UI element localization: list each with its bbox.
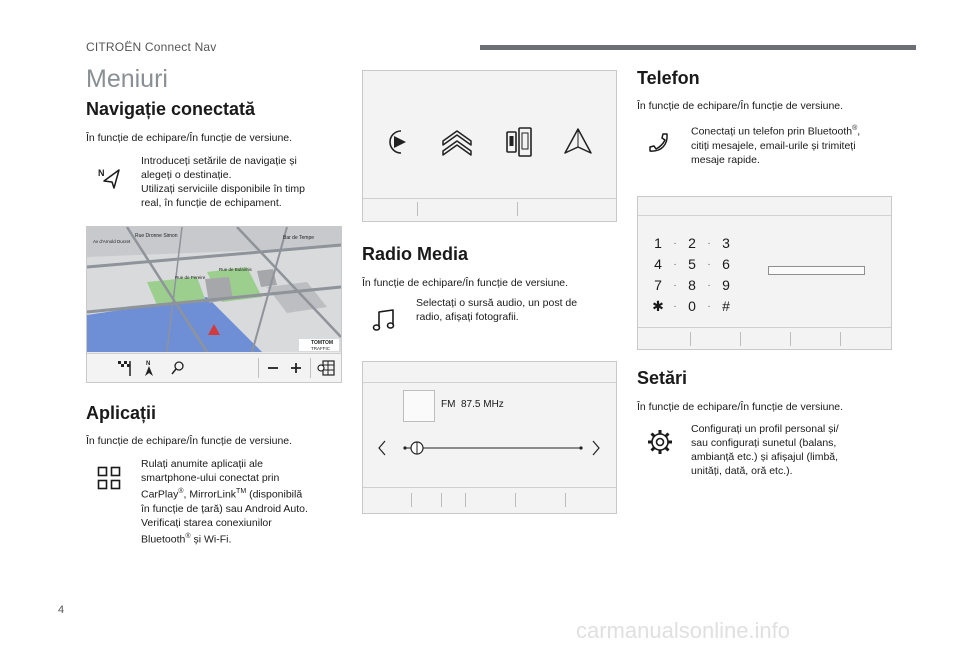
keypad-separator: ·: [707, 259, 711, 270]
bluetooth-text: Bluetooth: [141, 533, 186, 545]
settings-line: unități, dată, oră etc.).: [691, 465, 793, 477]
svg-text:N: N: [98, 168, 105, 178]
apps-line: Rulați anumite aplicații ale: [141, 458, 263, 470]
keypad-key[interactable]: 4: [654, 256, 662, 272]
wifi-text: și Wi-Fi.: [190, 533, 232, 545]
flag-icon[interactable]: [117, 360, 131, 377]
map-street-label: Rue Dronne Simon: [135, 233, 178, 239]
keypad-key[interactable]: 7: [654, 277, 662, 293]
apps-grid-icon: [97, 466, 121, 490]
apps-line: [141, 485, 351, 502]
settings-grid-icon[interactable]: [317, 360, 335, 376]
keypad-row: [648, 296, 758, 317]
phone-keypad: [648, 233, 758, 317]
map-street-label: Bar de Tempe: [283, 235, 315, 241]
search-icon[interactable]: [171, 360, 185, 376]
keypad-separator: ·: [707, 238, 711, 249]
phone-screen: [637, 196, 892, 350]
registered-mark: ®: [178, 488, 184, 495]
station-artwork: [403, 390, 435, 422]
watermark: carmanualsonline.info: [576, 618, 791, 643]
phone-line: [691, 122, 896, 139]
navigation-line: Introduceți setările de navigație și: [141, 155, 297, 167]
apps-line: Verificați starea conexiunilor: [141, 516, 272, 529]
navigation-heading: Navigație conectată: [86, 99, 256, 119]
settings-subtitle: În funcție de echipare/În funcție de versiune.: [637, 401, 844, 413]
keypad-row: [648, 254, 758, 275]
trademark-mark: TM: [236, 488, 247, 495]
gear-icon: [647, 429, 673, 455]
carplay-text: CarPlay: [141, 488, 179, 501]
navigation-line: real, în funcție de echipament.: [141, 197, 282, 209]
keypad-key[interactable]: 5: [688, 256, 696, 272]
navigation-line: Utilizați serviciile disponibile în timp: [141, 183, 305, 195]
keypad-key[interactable]: 2: [688, 235, 696, 251]
availability-text: (disponibilă: [246, 488, 303, 501]
keypad-row: [648, 233, 758, 254]
navigation-toolbar: [87, 353, 341, 382]
navigation-line: alegeți o destinație.: [141, 169, 232, 181]
apps-line: [141, 530, 351, 547]
apps-description: [141, 457, 351, 546]
brand-title: CITROËN Connect Nav: [86, 40, 217, 54]
settings-heading: Setări: [637, 368, 688, 388]
keypad-separator: ·: [673, 280, 677, 291]
play-icon[interactable]: [385, 127, 409, 157]
phone-line: citiți mesajele, email-urile și trimiteți: [691, 139, 856, 152]
citroen-chevrons-icon[interactable]: [441, 127, 473, 157]
phone-comma: ,: [857, 125, 861, 138]
map-street-label: Rue de Pereire: [175, 275, 206, 280]
keypad-key[interactable]: #: [722, 298, 730, 314]
keypad-key[interactable]: 9: [722, 277, 730, 293]
keypad-separator: ·: [673, 301, 677, 312]
chevron-left-icon[interactable]: [377, 440, 387, 456]
registered-mark: ®: [852, 125, 858, 132]
navigation-subtitle: În funcție de echipare/În funcție de versiune.: [86, 132, 293, 144]
settings-line: sau configurați sunetul (balans,: [691, 437, 837, 449]
keypad-key[interactable]: 1: [654, 235, 662, 251]
radio-description: [416, 296, 616, 324]
mirrorlink-text: , MirrorLink: [183, 488, 237, 501]
settings-description: [691, 422, 896, 478]
radio-line: radio, afișați fotografii.: [416, 311, 519, 323]
phone-heading: Telefon: [637, 68, 700, 88]
compass-icon[interactable]: [143, 359, 155, 377]
keypad-separator: ·: [673, 238, 677, 249]
keypad-row: [648, 275, 758, 296]
keypad-key[interactable]: 6: [722, 256, 730, 272]
navigation-description: [141, 154, 341, 210]
header-accent-bar: [480, 45, 916, 50]
navigation-arrow-icon[interactable]: [563, 127, 593, 157]
zoom-out-icon[interactable]: [267, 362, 279, 374]
phone-line: mesaje rapide.: [691, 153, 760, 166]
svg-text:N: N: [146, 361, 151, 367]
navigation-map: [87, 227, 341, 352]
traffic-brand-label: TOMTOM: [311, 340, 334, 346]
phone-icon: [647, 131, 671, 155]
keypad-separator: ·: [707, 301, 711, 312]
apps-subtitle: În funcție de echipare/În funcție de versiune.: [86, 435, 293, 447]
map-street-label: Rue de Bulaimis: [219, 267, 252, 272]
traffic-brand-label: TRAFFIC: [311, 346, 330, 351]
keypad-key[interactable]: 8: [688, 277, 696, 293]
keypad-separator: ·: [673, 259, 677, 270]
phone-description: [691, 122, 896, 167]
page-title: Meniuri: [86, 65, 168, 93]
phone-subtitle: În funcție de echipare/În funcție de versiune.: [637, 100, 844, 112]
apps-line: în funcție de țară) sau Android Auto.: [141, 502, 308, 515]
chevron-right-icon[interactable]: [591, 440, 601, 456]
navigation-screen: [86, 226, 342, 383]
radio-screen: [362, 361, 617, 514]
radio-heading: Radio Media: [362, 244, 469, 264]
registered-mark: ®: [185, 532, 191, 540]
music-note-icon: [372, 308, 396, 332]
frequency-slider[interactable]: [403, 438, 583, 458]
phone-number-field[interactable]: [768, 266, 865, 275]
page-number: 4: [58, 604, 65, 616]
apps-line: smartphone-ului conectat prin: [141, 472, 280, 484]
map-street-label: Av d'Arnold Ducret: [93, 239, 131, 244]
settings-line: Configurați un profil personal și/: [691, 423, 839, 435]
phone-connect-text: Conectați un telefon prin Bluetooth: [691, 125, 853, 138]
keypad-key[interactable]: 0: [688, 298, 696, 314]
keypad-separator: ·: [707, 280, 711, 291]
keypad-key[interactable]: 3: [722, 235, 730, 251]
radio-frequency: FM 87.5 MHz: [441, 399, 504, 410]
keypad-key[interactable]: ✱: [652, 298, 664, 314]
radio-line: Selectați o sursă audio, un post de: [416, 297, 578, 309]
navigation-icon: [98, 167, 122, 189]
zoom-in-icon[interactable]: [290, 362, 302, 374]
mirror-screen-icon[interactable]: [503, 126, 535, 158]
settings-line: ambianță etc.) și afișajul (limbă,: [691, 451, 839, 463]
radio-subtitle: În funcție de echipare/În funcție de versiune.: [362, 277, 569, 289]
apps-screen: [362, 70, 617, 222]
apps-heading: Aplicații: [86, 403, 157, 423]
